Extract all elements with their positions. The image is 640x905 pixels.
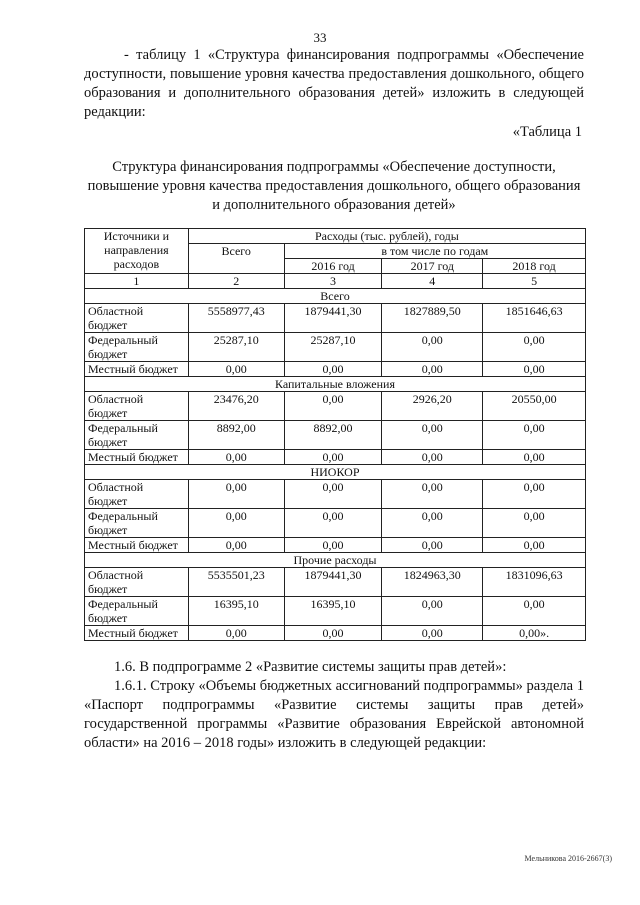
section-row <box>85 289 586 304</box>
financing-table <box>84 228 586 641</box>
value-cell: 1879441,30 <box>284 568 382 597</box>
index-cell: 4 <box>382 274 483 289</box>
value-cell: 23476,20 <box>188 392 284 421</box>
header-2018: 2018 год <box>483 259 586 274</box>
row-label: Областной бюджет <box>85 568 189 597</box>
value-cell: 0,00 <box>382 509 483 538</box>
header-by-years: в том числе по годам <box>284 244 585 259</box>
index-cell: 2 <box>188 274 284 289</box>
table-row <box>85 480 586 509</box>
value-cell: 0,00 <box>382 333 483 362</box>
value-cell: 0,00 <box>284 626 382 641</box>
table-row <box>85 568 586 597</box>
paragraph-1-6: 1.6. В подпрограмме 2 «Развитие системы защиты прав детей»: <box>114 659 507 675</box>
value-cell: 0,00 <box>284 538 382 553</box>
value-cell: 0,00 <box>483 597 586 626</box>
value-cell: 1831096,63 <box>483 568 586 597</box>
footer-note: Мельникова 2016-2667(3) <box>524 854 612 863</box>
value-cell: 0,00 <box>483 450 586 465</box>
table-row <box>85 362 586 377</box>
value-cell: 16395,10 <box>284 597 382 626</box>
row-label: Областной бюджет <box>85 480 189 509</box>
value-cell: 0,00 <box>188 509 284 538</box>
value-cell: 5535501,23 <box>188 568 284 597</box>
table-title: Структура финансирования подпрограммы «Обеспечение доступности, повышение уровня качества предоставления дошкольного, общего образования и дополнительного образования детей» <box>87 159 581 213</box>
row-label: Федеральный бюджет <box>85 421 189 450</box>
value-cell: 0,00 <box>483 362 586 377</box>
value-cell: 1824963,30 <box>382 568 483 597</box>
value-cell: 0,00 <box>382 626 483 641</box>
section-title: Прочие расходы <box>85 553 586 568</box>
value-cell: 0,00 <box>382 480 483 509</box>
intro-paragraph: - таблицу 1 «Структура финансирования подпрограммы «Обеспечение доступности, повышение уровня качества предоставления дошкольного, общего образования и дополнительного образования детей» изложить в следующей редакции: <box>84 47 584 120</box>
row-label: Местный бюджет <box>85 450 189 465</box>
section-row <box>85 465 586 480</box>
section-title: Капитальные вложения <box>85 377 586 392</box>
section-row <box>85 377 586 392</box>
value-cell: 2926,20 <box>382 392 483 421</box>
row-label: Областной бюджет <box>85 392 189 421</box>
value-cell: 16395,10 <box>188 597 284 626</box>
row-label: Местный бюджет <box>85 626 189 641</box>
index-cell: 5 <box>483 274 586 289</box>
value-cell: 0,00 <box>382 362 483 377</box>
value-cell: 0,00 <box>284 509 382 538</box>
header-total: Всего <box>188 244 284 274</box>
value-cell: 1827889,50 <box>382 304 483 333</box>
value-cell: 0,00 <box>382 450 483 465</box>
header-expenses: Расходы (тыс. рублей), годы <box>188 229 585 244</box>
section-title: НИОКОР <box>85 465 586 480</box>
value-cell: 0,00 <box>188 362 284 377</box>
header-2017: 2017 год <box>382 259 483 274</box>
value-cell: 0,00 <box>188 450 284 465</box>
value-cell: 5558977,43 <box>188 304 284 333</box>
row-label: Федеральный бюджет <box>85 597 189 626</box>
value-cell: 1879441,30 <box>284 304 382 333</box>
row-label: Федеральный бюджет <box>85 509 189 538</box>
value-cell: 1851646,63 <box>483 304 586 333</box>
value-cell: 0,00 <box>483 509 586 538</box>
body-text <box>84 658 584 753</box>
value-cell: 0,00». <box>483 626 586 641</box>
value-cell: 0,00 <box>284 450 382 465</box>
value-cell: 0,00 <box>483 480 586 509</box>
section-row <box>85 553 586 568</box>
value-cell: 0,00 <box>382 421 483 450</box>
table-row <box>85 538 586 553</box>
row-label: Местный бюджет <box>85 538 189 553</box>
value-cell: 0,00 <box>188 538 284 553</box>
header-2016: 2016 год <box>284 259 382 274</box>
value-cell: 20550,00 <box>483 392 586 421</box>
value-cell: 0,00 <box>188 626 284 641</box>
table-reference: «Таблица 1 <box>512 124 582 140</box>
table-row <box>85 421 586 450</box>
value-cell: 0,00 <box>483 421 586 450</box>
index-cell: 1 <box>85 274 189 289</box>
value-cell: 25287,10 <box>188 333 284 362</box>
value-cell: 0,00 <box>284 480 382 509</box>
row-label: Федеральный бюджет <box>85 333 189 362</box>
table-row <box>85 509 586 538</box>
value-cell: 8892,00 <box>188 421 284 450</box>
index-cell: 3 <box>284 274 382 289</box>
table-row <box>85 626 586 641</box>
header-sources: Источники и направления расходов <box>85 229 189 274</box>
value-cell: 0,00 <box>382 597 483 626</box>
section-title: Всего <box>85 289 586 304</box>
table-row <box>85 450 586 465</box>
table-row <box>85 392 586 421</box>
value-cell: 0,00 <box>382 538 483 553</box>
value-cell: 25287,10 <box>284 333 382 362</box>
value-cell: 0,00 <box>284 362 382 377</box>
value-cell: 0,00 <box>483 538 586 553</box>
value-cell: 0,00 <box>284 392 382 421</box>
value-cell: 8892,00 <box>284 421 382 450</box>
table-row <box>85 333 586 362</box>
table-body <box>85 289 586 641</box>
table-row <box>85 304 586 333</box>
value-cell: 0,00 <box>483 333 586 362</box>
page-number: 33 <box>313 30 327 45</box>
table-row <box>85 597 586 626</box>
paragraph-1-6-1: 1.6.1. Строку «Объемы бюджетных ассигнований подпрограммы» раздела 1 «Паспорт подпрограммы «Развитие системы защиты прав детей» государственной программы «Развитие образования Еврейской автономной области» на 2016 – 2018 годы» изложить в следующей редакции: <box>84 678 584 751</box>
row-label: Местный бюджет <box>85 362 189 377</box>
value-cell: 0,00 <box>188 480 284 509</box>
row-label: Областной бюджет <box>85 304 189 333</box>
